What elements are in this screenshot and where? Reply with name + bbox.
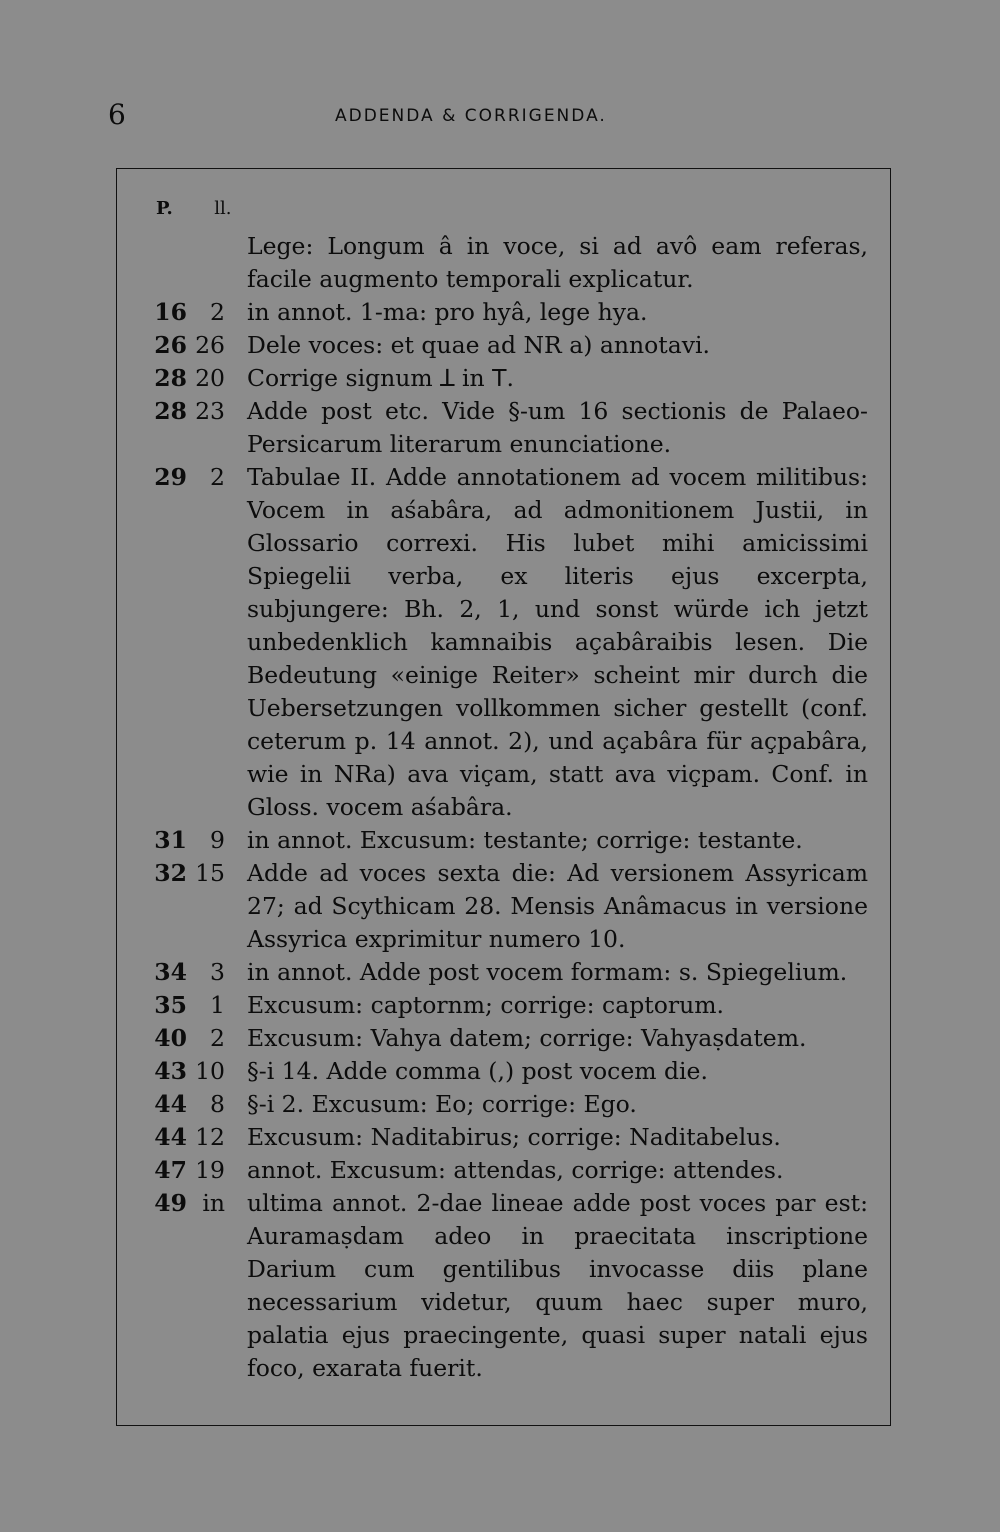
errata-entry xyxy=(140,395,868,461)
errata-entry xyxy=(140,1121,868,1154)
errata-entry xyxy=(140,461,868,824)
errata-entry xyxy=(140,230,868,296)
entry-page: 28 xyxy=(154,397,187,425)
entry-page: 44 xyxy=(154,1090,187,1118)
errata-entry xyxy=(140,1088,868,1121)
running-head: ADDENDA & CORRIGENDA. xyxy=(335,106,607,126)
page-column-label: P. xyxy=(156,198,173,219)
errata-entry xyxy=(140,362,868,395)
entry-line: 15 xyxy=(195,859,225,887)
entry-line: 20 xyxy=(195,364,225,392)
entry-line: 9 xyxy=(210,826,225,854)
entry-page: 35 xyxy=(154,991,187,1019)
errata-entry xyxy=(140,1187,868,1385)
entry-page: 16 xyxy=(154,298,187,326)
entry-page xyxy=(140,230,187,296)
entry-text: Lege: Longum â in voce, si ad avô eam referas, facile augmento temporali explicatur. xyxy=(247,232,868,293)
entry-page: 28 xyxy=(154,364,187,392)
entry-text: §-i 14. Adde comma (,) post vocem die. xyxy=(247,1057,708,1085)
errata-entry xyxy=(140,956,868,989)
entry-page: 34 xyxy=(154,958,187,986)
entry-page: 26 xyxy=(154,331,187,359)
entry-line: 2 xyxy=(210,298,225,326)
entry-text: Tabulae II. Adde annotationem ad vocem militibus: Vocem in aśabâra, ad admonitionem Justii, in Glossario correxi. His lubet mihi amicissimi Spiegelii verba, ex literis ejus excerpta, subjungere: Bh. 2, 1, und sonst würde ich jetzt unbedenklich kamnaibis açabâraibis lesen. Die Bedeutung «einige Reiter» scheint mir durch die Uebersetzungen vollkommen sicher gestellt (conf. ceterum p. 14 annot. 2), und açabâra für açpabâra, wie in NRa) ava viçam, statt ava viçpam. Conf. in Gloss. vocem aśabâra. xyxy=(247,463,868,821)
entry-text: in annot. Excusum: testante; corrige: testante. xyxy=(247,826,803,854)
entry-text: Excusum: Naditabirus; corrige: Naditabelus. xyxy=(247,1123,781,1151)
entry-line: in xyxy=(202,1189,225,1217)
entry-text: in annot. 1-ma: pro hyâ, lege hya. xyxy=(247,298,648,326)
entry-text: §-i 2. Excusum: Eo; corrige: Ego. xyxy=(247,1090,637,1118)
page-number: 6 xyxy=(108,98,126,131)
entry-line: 26 xyxy=(195,331,225,359)
entry-text: Excusum: captornm; corrige: captorum. xyxy=(247,991,724,1019)
errata-entry xyxy=(140,989,868,1022)
entry-line: 8 xyxy=(210,1090,225,1118)
entry-text: in annot. Adde post vocem formam: s. Spiegelium. xyxy=(247,958,848,986)
entry-text: Excusum: Vahya datem; corrige: Vahyaṣdatem. xyxy=(247,1024,807,1052)
errata-entry xyxy=(140,329,868,362)
column-labels xyxy=(156,198,232,219)
entry-line: 10 xyxy=(195,1057,225,1085)
entry-line: 1 xyxy=(210,991,225,1019)
entry-text: Adde post etc. Vide §-um 16 sectionis de Palaeo-Persicarum literarum enunciatione. xyxy=(247,397,868,458)
errata-list xyxy=(140,230,868,1385)
errata-entry xyxy=(140,1154,868,1187)
errata-entry xyxy=(140,1022,868,1055)
entry-page: 44 xyxy=(154,1123,187,1151)
errata-entry xyxy=(140,1055,868,1088)
entry-text: ultima annot. 2-dae lineae adde post voces par est: Auramaṣdam adeo in praecitata inscriptione Darium cum gentilibus invocasse diis plane necessarium videtur, quum haec super muro, palatia ejus praecingente, quasi super natali ejus foco, exarata fuerit. xyxy=(247,1189,868,1382)
entry-page: 40 xyxy=(154,1024,187,1052)
entry-text: Adde ad voces sexta die: Ad versionem Assyricam 27; ad Scythicam 28. Mensis Anâmacus in versione Assyrica exprimitur numero 10. xyxy=(247,859,868,953)
errata-entry xyxy=(140,857,868,956)
entry-text: Dele voces: et quae ad NR a) annotavi. xyxy=(247,331,711,359)
entry-page: 49 xyxy=(154,1189,187,1217)
entry-line: 2 xyxy=(210,1024,225,1052)
line-column-label: ll. xyxy=(214,198,232,219)
entry-line: 3 xyxy=(210,958,225,986)
entry-line: 2 xyxy=(210,463,225,491)
entry-page: 31 xyxy=(154,826,187,854)
entry-page: 29 xyxy=(154,463,187,491)
entry-line: 19 xyxy=(195,1156,225,1184)
entry-line: 23 xyxy=(195,397,225,425)
errata-entry xyxy=(140,296,868,329)
entry-page: 43 xyxy=(154,1057,187,1085)
entry-text: annot. Excusum: attendas, corrige: attendes. xyxy=(247,1156,784,1184)
entry-page: 32 xyxy=(154,859,187,887)
entry-text: Corrige signum ꓕ in ꓔ. xyxy=(247,364,514,392)
entry-line xyxy=(187,230,247,296)
entry-page: 47 xyxy=(154,1156,187,1184)
errata-entry xyxy=(140,824,868,857)
entry-line: 12 xyxy=(195,1123,225,1151)
